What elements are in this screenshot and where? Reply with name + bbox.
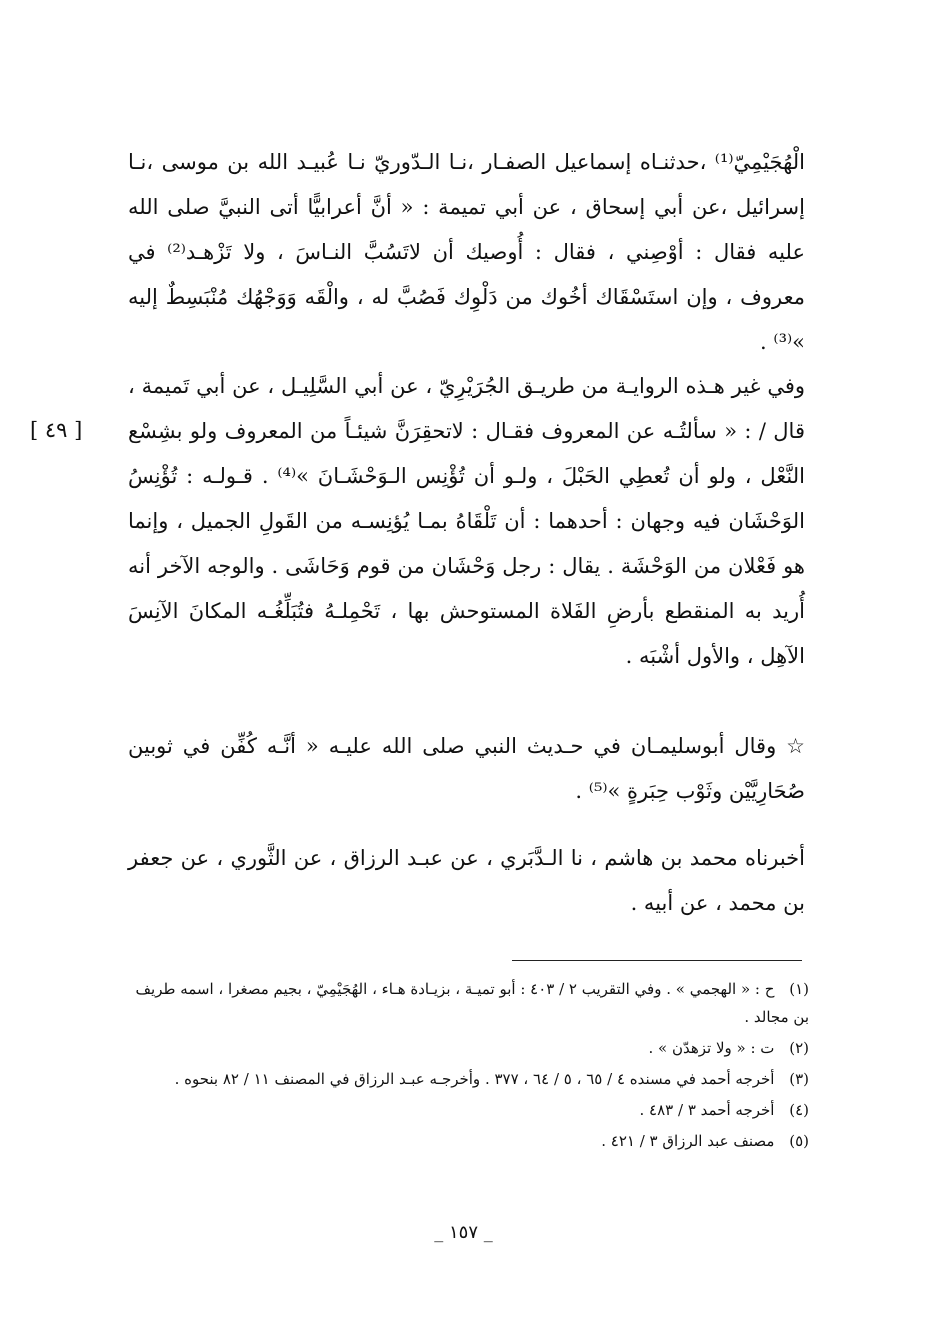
footnote-number: (٤) [789, 1101, 809, 1119]
footnote-number: (١) [789, 980, 809, 998]
footnote-number: (٥) [789, 1132, 809, 1150]
footnote-number: (٢) [789, 1039, 809, 1057]
paragraph-1 [128, 140, 805, 365]
footnote-text: مصنف عبد الرزاق ٣ / ٤٢١ . [601, 1132, 775, 1150]
footnote-text: ت : « ولا تزهدّن » . [648, 1039, 775, 1057]
paragraph-text: أخبرناه محمد بن هاشم ، نا الـدَّبَري ، عن عبـد الرزاق ، عن الثَّوري ، عن جعفر بن محمد ، عن أبيه . [128, 846, 805, 915]
footnote-separator [512, 960, 802, 961]
footnote-4 [124, 1096, 809, 1124]
footnote-text: أخرجه أحمد في مسنده ٤ / ٦٥ ، ٥ / ٦٤ ، ٣٧٧ . وأخرجـه عبـد الرزاق في المصنف ١١ / ٨٢ بنحوه . [174, 1070, 775, 1088]
paragraph-text: وفي غير هـذه الروايـة من طريـق الجُرَيْرِيّ ، عن أبي السَّلِيـل ، عن أبي تَميمة ، قال / : « سألتُـه عن المعروف فقـال : لاتحقِرَنَّ شيئـاً من المعروف ولو بشِسْع النَّعْل ، ولو أن تُعطِي الحَبْلَ ، ولـو أن تُؤْنِس الـوَحْشَـانَ »⁽⁴⁾ . قـولـه : تُؤْنِسُ الوَحْشَان فيه وجهان : أحدهما : أن تَلْقَاهُ بمـا يُؤنِسـه من القَولِ الجميل ، وإنما هو فَعْلان من الوَحْشَة . يقال : رجل وَحْشَان من قوم وَحَاشَى . والوجه الآخر أنه أُريد به المنقطع بأرضِ الفَلاة المستوحش بها ، تَحْمِلـهُ فتُبَلِّغُـه المكانَ الآنِسَ الآهِل ، والأول أشْبَه . [128, 374, 805, 668]
footnote-2 [124, 1034, 809, 1062]
margin-page-marker: [ ٤٩ ] [30, 418, 83, 442]
footnote-3 [124, 1065, 809, 1093]
footnote-text: أخرجه أحمد ٣ / ٤٨٣ . [639, 1101, 775, 1119]
footnote-text: ح : « الهجمي » . وفي التقريب ٢ / ٤٠٣ : أبو تميـة ، بزيـادة هـاء ، الهُجَيْمِيّ ، بجيم مصغرا ، اسمه طريف بن مجالد . [135, 980, 809, 1026]
paragraph-3 [128, 724, 805, 814]
footnote-1 [124, 975, 809, 1031]
paragraph-2 [128, 364, 805, 679]
footnote-number: (٣) [789, 1070, 809, 1088]
footnotes [124, 975, 809, 1158]
paragraph-4 [128, 836, 805, 926]
paragraph-text: ☆ وقال أبوسليمـان في حـديث النبي صلى الله عليـه « أنَّـه كُفِّن في ثوبين صُحَارِيَّيْن وثَوْب حِبَرةٍ »⁽⁵⁾ . [128, 734, 805, 803]
footnote-5 [124, 1127, 809, 1155]
paragraph-text: الْهُجَيْمِيّ⁽¹⁾ ،حدثنـاه إسماعيل الصفـار ،نـا الـدّوريّ نـا عُبيـد الله بن موسى ،نـا إسرائيل ،عن أبي إسحاق ، عن أبي تميمة : « أنَّ أعرابيًّا أتى النبيَّ صلى الله عليه فقال : أوْصِني ، فقال : أُوصيك أن لاتَسُبَّ النـاسَ ، ولا تَزْهـد⁽²⁾ في معروف ، وإن استَسْقَاك أخُوك من دَلْوِك فَصُبَّ له ، والْقَه وَوَجْهُك مُنْبَسِطٌ إليه »⁽³⁾ . [128, 150, 806, 354]
page-number: _ ١٥٧ _ [434, 1222, 493, 1243]
